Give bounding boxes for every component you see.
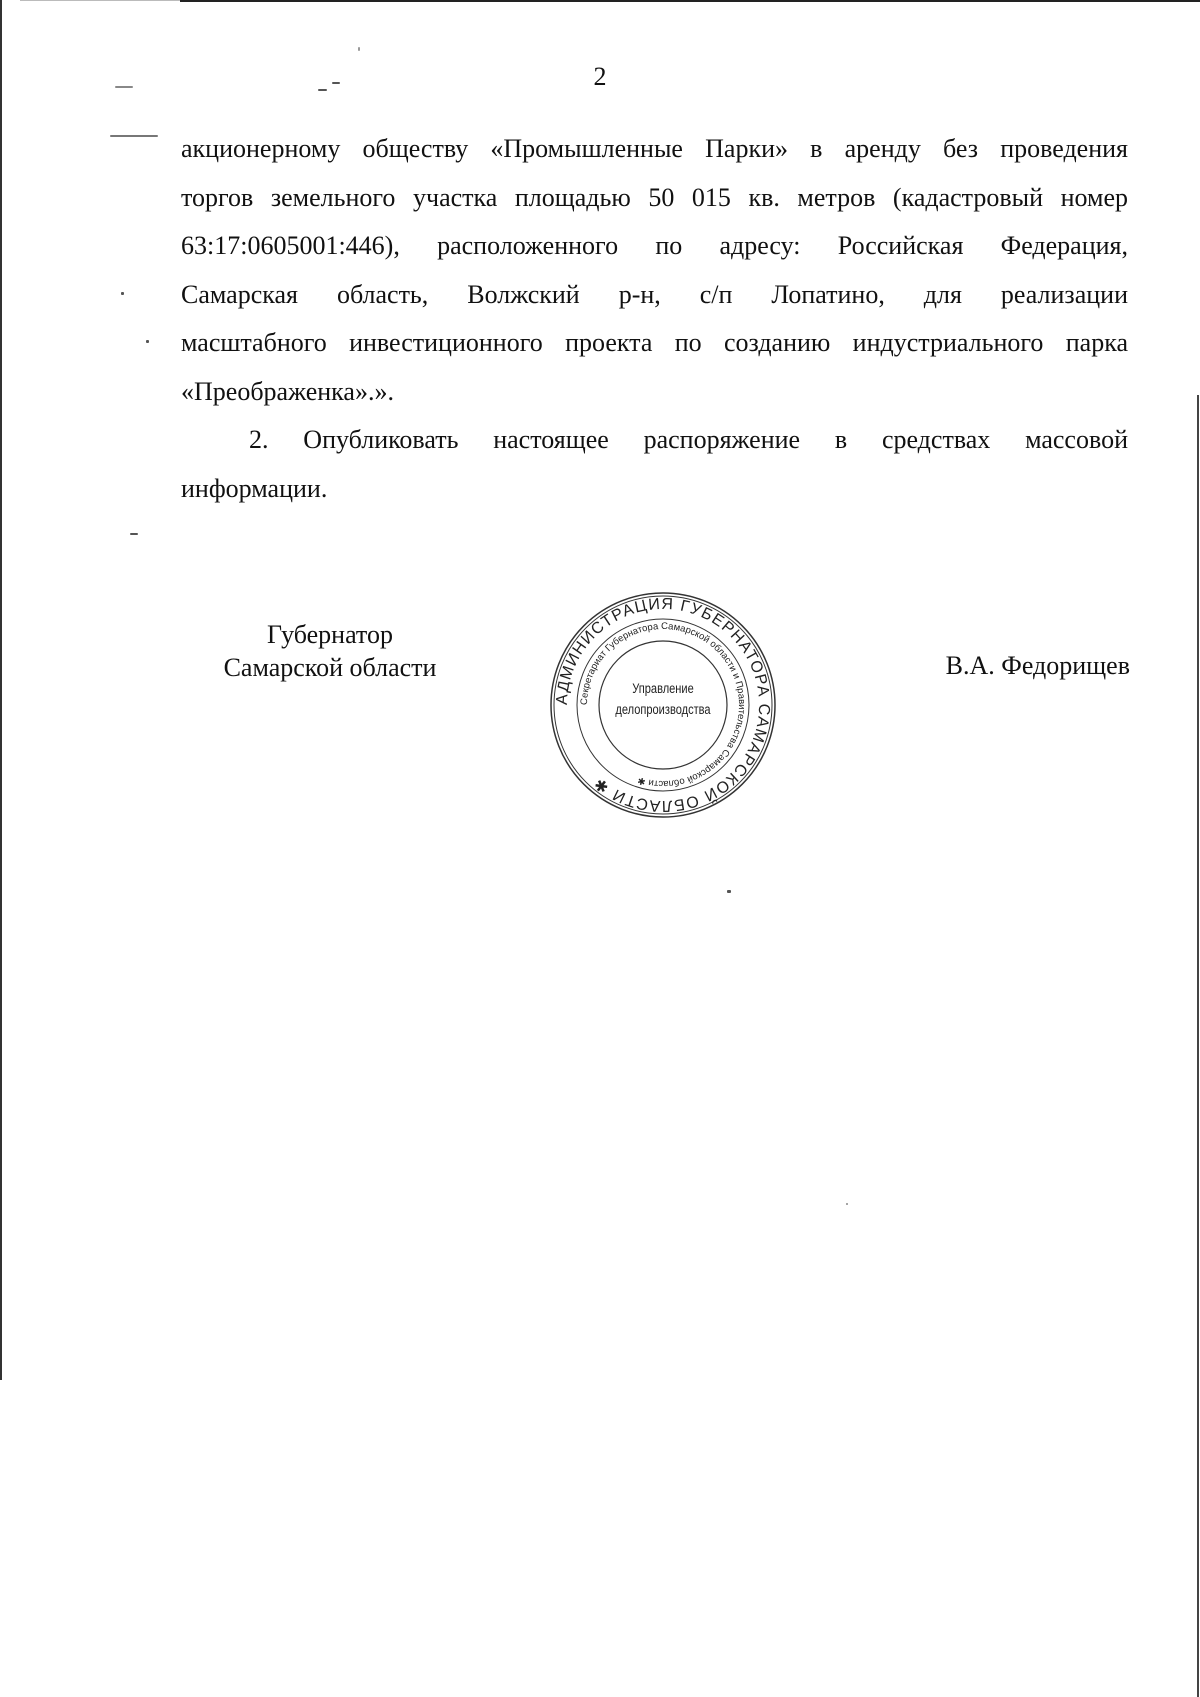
text-line: 2. Опубликовать настоящее распоряжение в средствах массовой [249,425,1128,454]
scan-left-edge [0,0,2,1380]
text-line: масштабного инвестиционного проекта по созданию индустриального парка [181,328,1128,357]
signatory-title-line: Губернатор [267,620,393,649]
scan-top-border [180,0,1200,2]
scan-speck [318,89,327,91]
scan-speck [146,340,149,343]
text-line: «Преображенка».». [181,376,394,406]
seal-center-line: Управление [632,681,694,696]
scan-speck [846,1203,848,1205]
text-line: акционерному обществу «Промышленные Парки» в аренду без проведения [181,134,1128,163]
scan-speck [115,86,133,88]
scan-speck [121,292,124,295]
scan-speck [130,533,138,535]
scan-speck [332,82,340,84]
seal-inner-text: Секретариат Губернатора Самарской области и Правительства Самарской области ✱ [578,620,748,790]
body-text [181,125,1128,513]
scan-right-edge [1197,395,1199,1697]
signatory-name: В.А. Федорищев [945,651,1130,680]
text-line: Самарская область, Волжский р-н, с/п Лопатино, для реализации [181,279,1128,309]
text-line: торгов земельного участка площадью 50 015 кв. метров (кадастровый номер [181,182,1128,212]
paragraph-item-2 [181,416,1128,513]
paragraph-continuation [181,125,1128,416]
official-seal [549,591,777,819]
seal-outer-text: АДМИНИСТРАЦИЯ ГУБЕРНАТОРА САМАРСКОЙ ОБЛАСТИ ✱ [553,595,773,815]
scan-speck [110,135,158,137]
page-number: 2 [593,62,607,91]
text-line: 63:17:0605001:446), расположенного по адресу: Российская Федерация, [181,231,1128,260]
text-line: информации. [181,473,328,503]
scan-top-border-faint [20,0,180,1]
signatory-title [200,618,460,684]
signatory-title-line: Самарской области [223,653,437,682]
scan-speck [358,47,360,51]
seal-center-line: делопроизводства [615,702,711,717]
scan-speck [727,890,731,893]
seal-center-text [614,678,712,720]
